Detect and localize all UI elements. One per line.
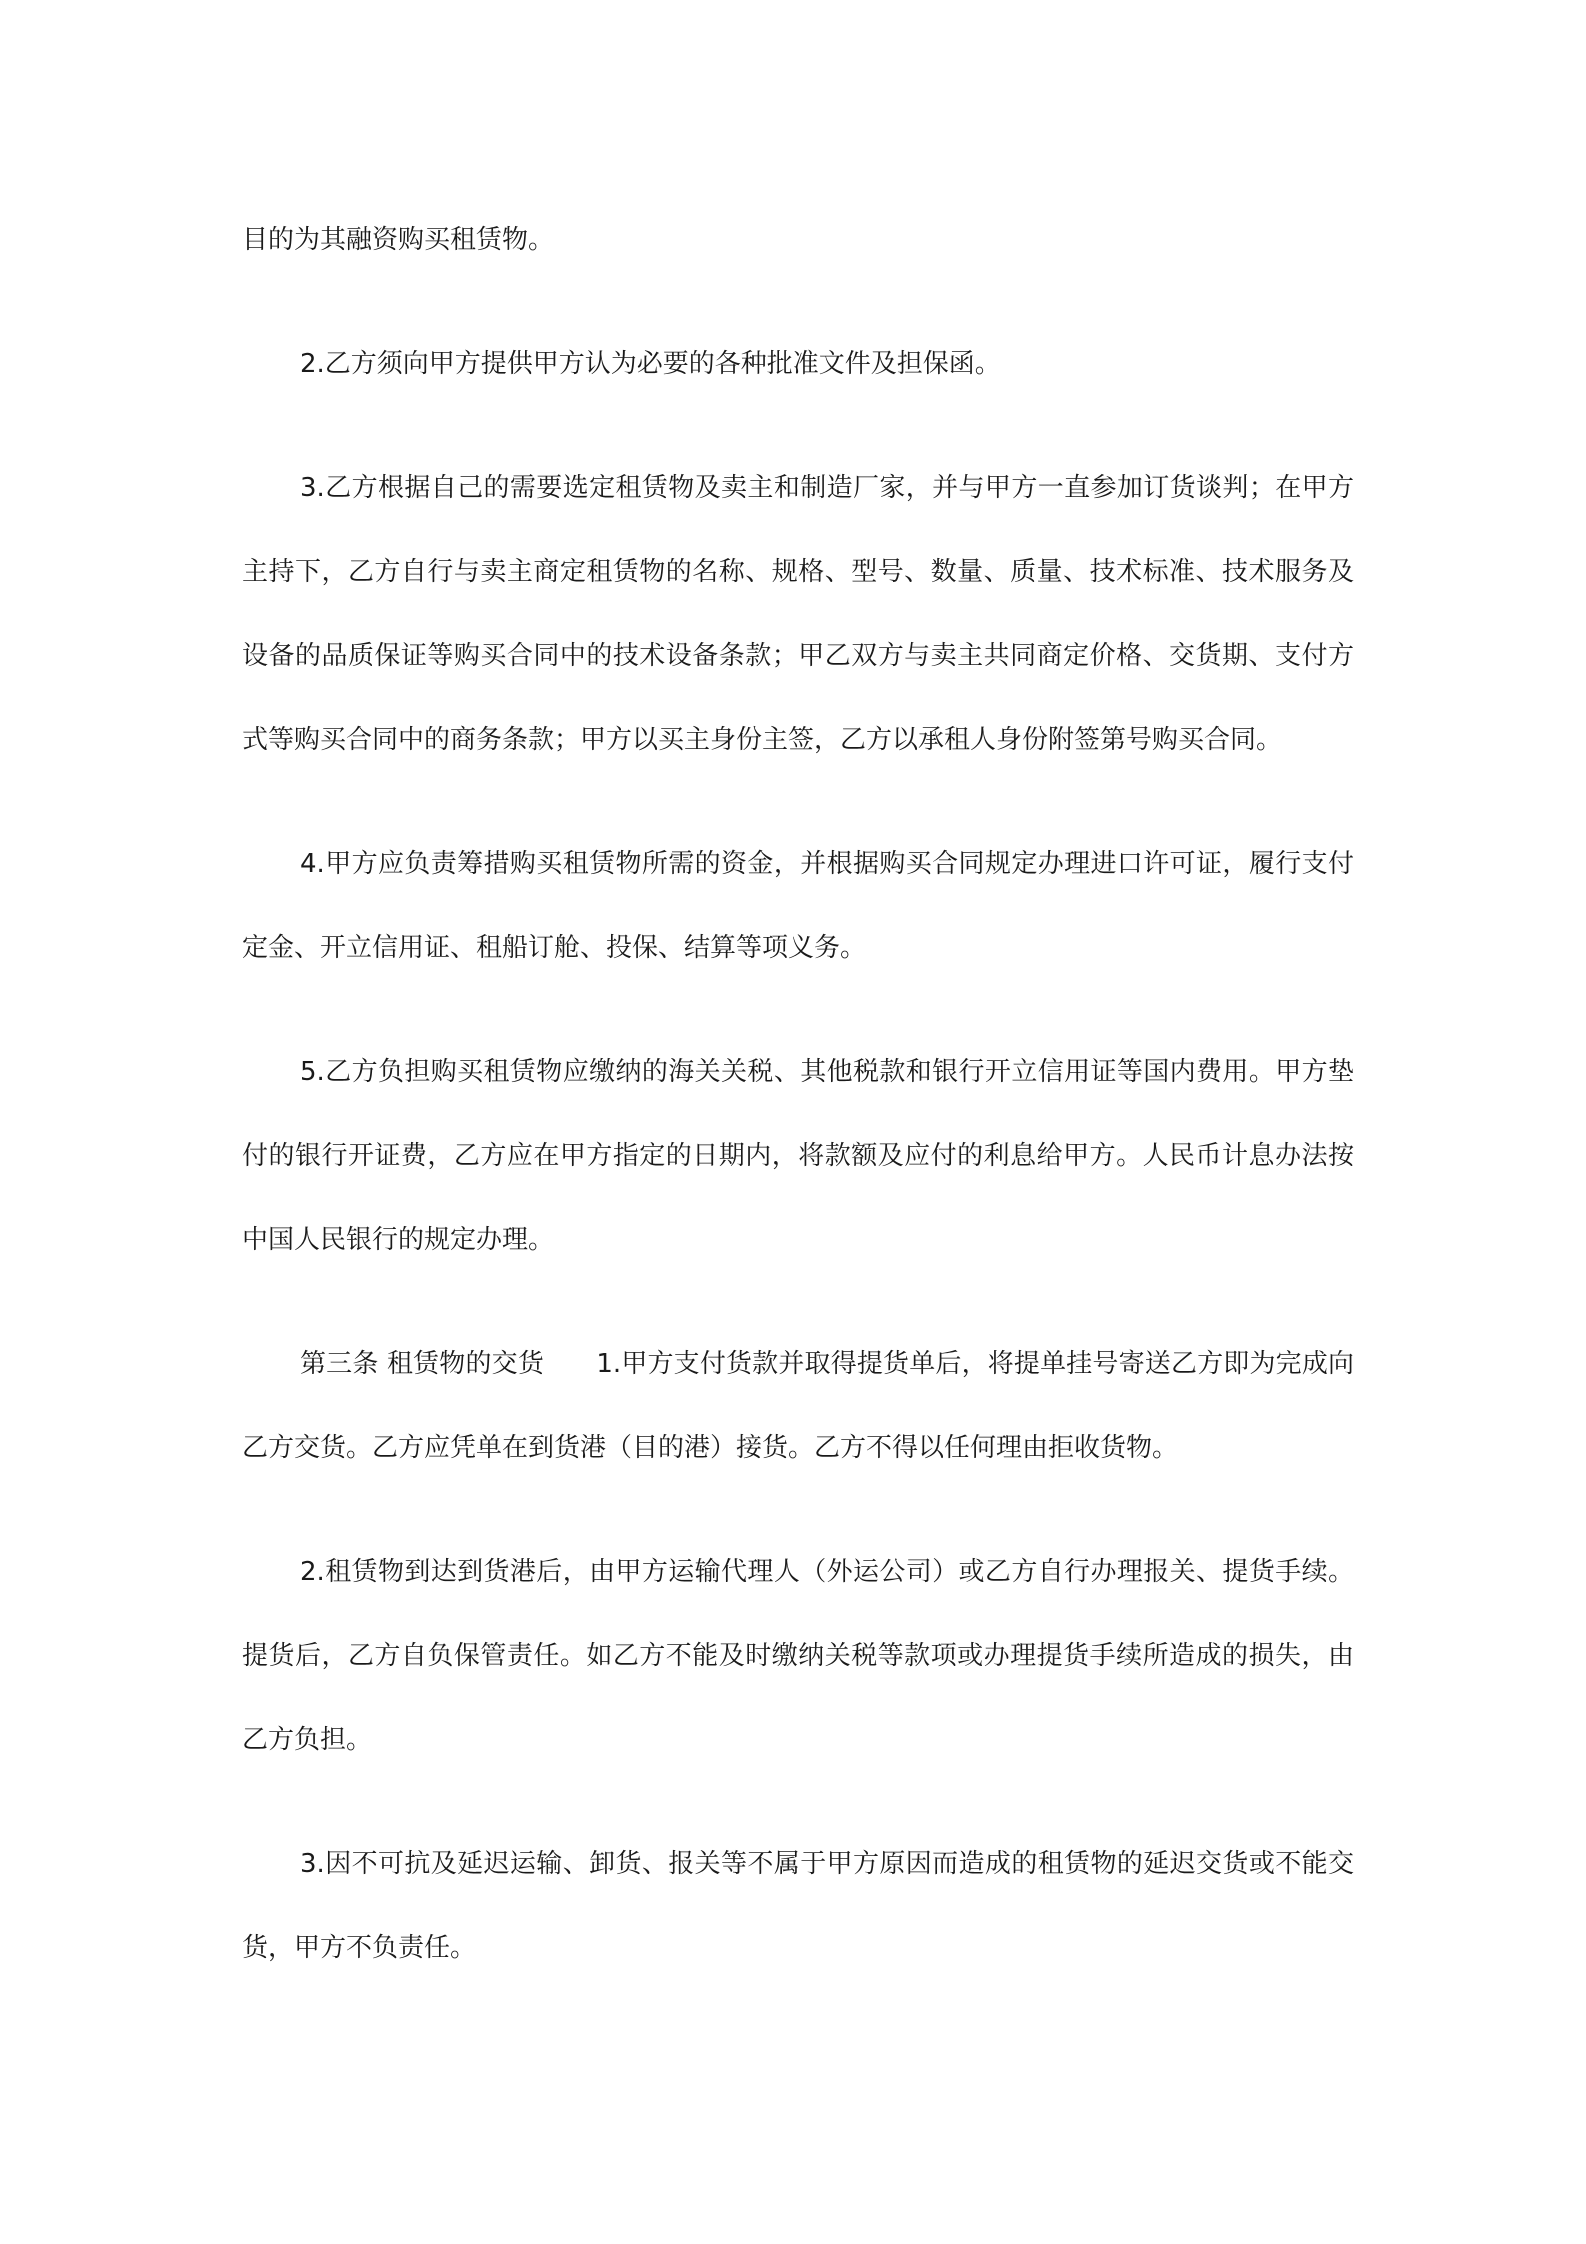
paragraph-purpose-continuation: 目的为其融资购买租赁物。	[242, 225, 555, 255]
paragraph-article-3-delivery: 第三条 租赁物的交货 1.甲方支付货款并取得提货单后，将提单挂号寄送乙方即为完成向乙方交货。乙方应凭单在到货港（目的港）接货。乙方不得以任何理由拒收货物。	[242, 1349, 1354, 1463]
document-page	[242, 198, 1354, 1990]
paragraph-clause-3-3: 3.因不可抗及延迟运输、卸货、报关等不属于甲方原因而造成的租赁物的延迟交货或不能交货，甲方不负责任。	[242, 1849, 1354, 1963]
paragraph-clause-2-4: 4.甲方应负责筹措购买租赁物所需的资金，并根据购买合同规定办理进口许可证，履行支付定金、开立信用证、租船订舱、投保、结算等项义务。	[242, 849, 1354, 963]
paragraph-clause-2-5: 5.乙方负担购买租赁物应缴纳的海关关税、其他税款和银行开立信用证等国内费用。甲方垫付的银行开证费，乙方应在甲方指定的日期内，将款额及应付的利息给甲方。人民币计息办法按中国人民银行的规定办理。	[242, 1057, 1354, 1255]
paragraph-clause-2-2: 2.乙方须向甲方提供甲方认为必要的各种批准文件及担保函。	[300, 349, 1001, 379]
paragraph-clause-2-3: 3.乙方根据自己的需要选定租赁物及卖主和制造厂家，并与甲方一直参加订货谈判；在甲方主持下，乙方自行与卖主商定租赁物的名称、规格、型号、数量、质量、技术标准、技术服务及设备的品质保证等购买合同中的技术设备条款；甲乙双方与卖主共同商定价格、交货期、支付方式等购买合同中的商务条款；甲方以买主身份主签，乙方以承租人身份附签第号购买合同。	[242, 473, 1354, 755]
paragraph-clause-3-2: 2.租赁物到达到货港后，由甲方运输代理人（外运公司）或乙方自行办理报关、提货手续。提货后，乙方自负保管责任。如乙方不能及时缴纳关税等款项或办理提货手续所造成的损失，由乙方负担。	[242, 1557, 1354, 1755]
